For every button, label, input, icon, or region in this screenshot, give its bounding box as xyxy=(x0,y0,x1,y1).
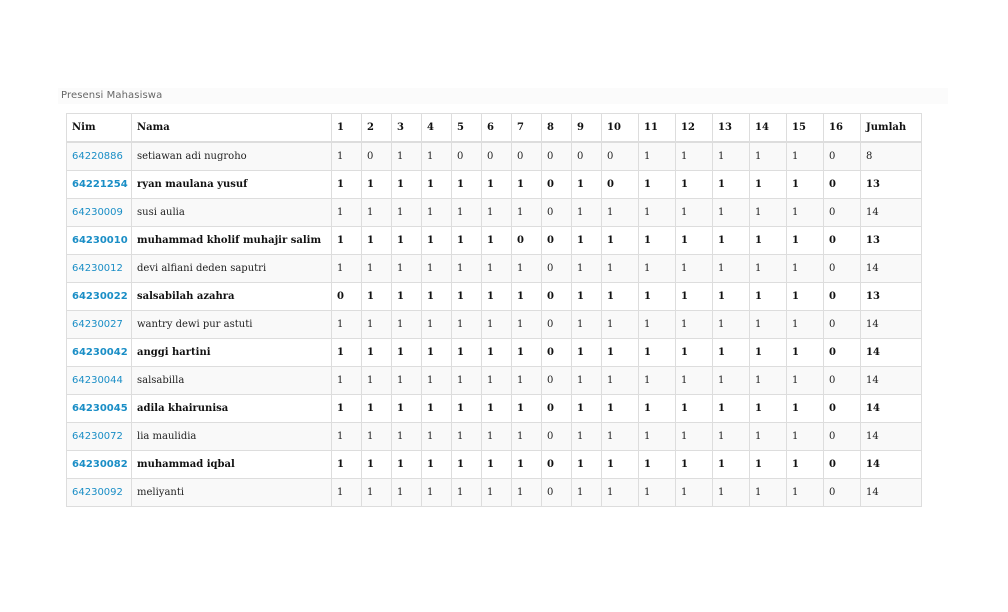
attendance-cell-2: 0 xyxy=(362,142,392,171)
attendance-cell-15: 1 xyxy=(787,311,824,339)
column-header-15: 15 xyxy=(787,114,824,143)
attendance-cell-7: 1 xyxy=(512,199,542,227)
jumlah-cell: 14 xyxy=(861,367,922,395)
attendance-cell-15: 1 xyxy=(787,339,824,367)
attendance-cell-9: 1 xyxy=(572,171,602,199)
attendance-cell-2: 1 xyxy=(362,171,392,199)
attendance-cell-8: 0 xyxy=(542,227,572,255)
table-caption: Presensi Mahasiswa xyxy=(61,90,163,101)
attendance-cell-5: 1 xyxy=(452,479,482,507)
attendance-cell-7: 1 xyxy=(512,395,542,423)
attendance-cell-7: 1 xyxy=(512,367,542,395)
attendance-cell-7: 1 xyxy=(512,255,542,283)
nama-cell: lia maulidia xyxy=(132,423,332,451)
attendance-cell-11: 1 xyxy=(639,142,676,171)
table-row xyxy=(67,479,922,507)
table-row xyxy=(67,451,922,479)
attendance-cell-5: 1 xyxy=(452,339,482,367)
attendance-cell-14: 1 xyxy=(750,142,787,171)
attendance-cell-14: 1 xyxy=(750,423,787,451)
attendance-cell-12: 1 xyxy=(676,339,713,367)
attendance-cell-15: 1 xyxy=(787,255,824,283)
attendance-cell-11: 1 xyxy=(639,311,676,339)
attendance-cell-15: 1 xyxy=(787,227,824,255)
attendance-cell-4: 1 xyxy=(422,479,452,507)
nim-cell[interactable]: 64230042 xyxy=(67,339,132,367)
table-row xyxy=(67,142,922,171)
attendance-cell-10: 1 xyxy=(602,423,639,451)
nim-cell[interactable]: 64230009 xyxy=(67,199,132,227)
attendance-cell-4: 1 xyxy=(422,367,452,395)
attendance-cell-1: 1 xyxy=(332,479,362,507)
attendance-cell-1: 1 xyxy=(332,171,362,199)
attendance-cell-2: 1 xyxy=(362,367,392,395)
attendance-cell-12: 1 xyxy=(676,451,713,479)
attendance-cell-6: 1 xyxy=(482,339,512,367)
attendance-cell-11: 1 xyxy=(639,367,676,395)
attendance-cell-16: 0 xyxy=(824,311,861,339)
attendance-cell-12: 1 xyxy=(676,142,713,171)
nim-cell[interactable]: 64230022 xyxy=(67,283,132,311)
attendance-cell-9: 1 xyxy=(572,423,602,451)
nim-cell[interactable]: 64230044 xyxy=(67,367,132,395)
attendance-cell-10: 1 xyxy=(602,479,639,507)
attendance-cell-14: 1 xyxy=(750,367,787,395)
nim-cell[interactable]: 64230027 xyxy=(67,311,132,339)
attendance-cell-5: 1 xyxy=(452,367,482,395)
attendance-cell-16: 0 xyxy=(824,395,861,423)
nim-cell[interactable]: 64230082 xyxy=(67,451,132,479)
attendance-cell-4: 1 xyxy=(422,171,452,199)
attendance-cell-13: 1 xyxy=(713,227,750,255)
attendance-cell-5: 1 xyxy=(452,171,482,199)
attendance-cell-10: 1 xyxy=(602,255,639,283)
attendance-cell-5: 1 xyxy=(452,227,482,255)
attendance-cell-12: 1 xyxy=(676,171,713,199)
attendance-cell-1: 1 xyxy=(332,255,362,283)
attendance-cell-15: 1 xyxy=(787,142,824,171)
attendance-cell-11: 1 xyxy=(639,171,676,199)
attendance-cell-3: 1 xyxy=(392,199,422,227)
attendance-cell-11: 1 xyxy=(639,339,676,367)
nama-cell: muhammad iqbal xyxy=(132,451,332,479)
attendance-cell-11: 1 xyxy=(639,255,676,283)
caption-bar xyxy=(58,88,948,104)
attendance-cell-1: 1 xyxy=(332,395,362,423)
attendance-cell-14: 1 xyxy=(750,199,787,227)
attendance-cell-16: 0 xyxy=(824,255,861,283)
attendance-cell-13: 1 xyxy=(713,171,750,199)
attendance-cell-10: 1 xyxy=(602,367,639,395)
attendance-cell-5: 1 xyxy=(452,283,482,311)
column-header-3: 3 xyxy=(392,114,422,143)
jumlah-cell: 13 xyxy=(861,227,922,255)
attendance-cell-12: 1 xyxy=(676,311,713,339)
table-row xyxy=(67,283,922,311)
attendance-cell-7: 1 xyxy=(512,423,542,451)
attendance-cell-9: 1 xyxy=(572,395,602,423)
nim-cell[interactable]: 64230092 xyxy=(67,479,132,507)
nim-cell[interactable]: 64230045 xyxy=(67,395,132,423)
attendance-cell-6: 1 xyxy=(482,367,512,395)
nama-cell: muhammad kholif muhajir salim xyxy=(132,227,332,255)
attendance-cell-8: 0 xyxy=(542,199,572,227)
attendance-cell-4: 1 xyxy=(422,199,452,227)
jumlah-cell: 14 xyxy=(861,395,922,423)
attendance-cell-7: 1 xyxy=(512,339,542,367)
attendance-cell-9: 1 xyxy=(572,255,602,283)
nama-cell: salsabilla xyxy=(132,367,332,395)
table-row xyxy=(67,171,922,199)
table-header-row xyxy=(67,114,922,143)
attendance-cell-11: 1 xyxy=(639,227,676,255)
attendance-cell-4: 1 xyxy=(422,423,452,451)
jumlah-cell: 14 xyxy=(861,311,922,339)
attendance-cell-11: 1 xyxy=(639,423,676,451)
attendance-cell-15: 1 xyxy=(787,451,824,479)
jumlah-cell: 14 xyxy=(861,339,922,367)
attendance-cell-2: 1 xyxy=(362,395,392,423)
attendance-cell-13: 1 xyxy=(713,255,750,283)
column-header-14: 14 xyxy=(750,114,787,143)
jumlah-cell: 13 xyxy=(861,283,922,311)
attendance-cell-5: 1 xyxy=(452,255,482,283)
nama-cell: anggi hartini xyxy=(132,339,332,367)
attendance-cell-10: 1 xyxy=(602,311,639,339)
jumlah-cell: 14 xyxy=(861,255,922,283)
nim-cell[interactable]: 64220886 xyxy=(67,142,132,171)
attendance-cell-10: 0 xyxy=(602,142,639,171)
attendance-cell-8: 0 xyxy=(542,142,572,171)
attendance-cell-14: 1 xyxy=(750,255,787,283)
attendance-cell-3: 1 xyxy=(392,367,422,395)
table-row xyxy=(67,367,922,395)
attendance-cell-5: 1 xyxy=(452,451,482,479)
attendance-cell-6: 1 xyxy=(482,423,512,451)
column-header-nama: Nama xyxy=(132,114,332,143)
attendance-cell-10: 1 xyxy=(602,199,639,227)
attendance-cell-4: 1 xyxy=(422,451,452,479)
attendance-cell-6: 1 xyxy=(482,283,512,311)
attendance-cell-9: 1 xyxy=(572,339,602,367)
attendance-cell-9: 1 xyxy=(572,227,602,255)
attendance-cell-3: 1 xyxy=(392,142,422,171)
attendance-cell-5: 1 xyxy=(452,199,482,227)
attendance-cell-4: 1 xyxy=(422,283,452,311)
column-header-11: 11 xyxy=(639,114,676,143)
attendance-cell-2: 1 xyxy=(362,479,392,507)
nim-cell[interactable]: 64221254 xyxy=(67,171,132,199)
attendance-cell-9: 1 xyxy=(572,199,602,227)
attendance-cell-16: 0 xyxy=(824,227,861,255)
attendance-cell-1: 1 xyxy=(332,199,362,227)
attendance-cell-5: 1 xyxy=(452,395,482,423)
nama-cell: wantry dewi pur astuti xyxy=(132,311,332,339)
attendance-cell-11: 1 xyxy=(639,479,676,507)
attendance-table xyxy=(66,113,922,507)
attendance-cell-15: 1 xyxy=(787,423,824,451)
jumlah-cell: 14 xyxy=(861,199,922,227)
attendance-cell-8: 0 xyxy=(542,283,572,311)
attendance-cell-2: 1 xyxy=(362,227,392,255)
attendance-cell-13: 1 xyxy=(713,283,750,311)
attendance-cell-15: 1 xyxy=(787,395,824,423)
attendance-cell-14: 1 xyxy=(750,339,787,367)
attendance-cell-6: 1 xyxy=(482,479,512,507)
attendance-cell-1: 1 xyxy=(332,423,362,451)
attendance-cell-12: 1 xyxy=(676,255,713,283)
attendance-cell-12: 1 xyxy=(676,227,713,255)
attendance-cell-13: 1 xyxy=(713,339,750,367)
column-header-jumlah: Jumlah xyxy=(861,114,922,143)
attendance-cell-16: 0 xyxy=(824,171,861,199)
table-row xyxy=(67,395,922,423)
attendance-cell-13: 1 xyxy=(713,367,750,395)
attendance-cell-8: 0 xyxy=(542,479,572,507)
attendance-cell-3: 1 xyxy=(392,395,422,423)
attendance-cell-2: 1 xyxy=(362,339,392,367)
attendance-cell-12: 1 xyxy=(676,283,713,311)
column-header-10: 10 xyxy=(602,114,639,143)
column-header-9: 9 xyxy=(572,114,602,143)
attendance-cell-9: 0 xyxy=(572,142,602,171)
column-header-2: 2 xyxy=(362,114,392,143)
attendance-cell-6: 0 xyxy=(482,142,512,171)
jumlah-cell: 14 xyxy=(861,423,922,451)
attendance-cell-1: 0 xyxy=(332,283,362,311)
attendance-cell-1: 1 xyxy=(332,142,362,171)
attendance-cell-15: 1 xyxy=(787,479,824,507)
attendance-cell-8: 0 xyxy=(542,367,572,395)
jumlah-cell: 13 xyxy=(861,171,922,199)
attendance-cell-15: 1 xyxy=(787,199,824,227)
attendance-cell-14: 1 xyxy=(750,311,787,339)
column-header-5: 5 xyxy=(452,114,482,143)
jumlah-cell: 14 xyxy=(861,479,922,507)
attendance-cell-13: 1 xyxy=(713,199,750,227)
attendance-cell-4: 1 xyxy=(422,339,452,367)
attendance-cell-10: 1 xyxy=(602,339,639,367)
nim-cell[interactable]: 64230012 xyxy=(67,255,132,283)
attendance-cell-2: 1 xyxy=(362,423,392,451)
table-row xyxy=(67,423,922,451)
table-row xyxy=(67,255,922,283)
nama-cell: devi alfiani deden saputri xyxy=(132,255,332,283)
attendance-cell-8: 0 xyxy=(542,171,572,199)
attendance-cell-15: 1 xyxy=(787,367,824,395)
attendance-cell-4: 1 xyxy=(422,227,452,255)
attendance-cell-10: 0 xyxy=(602,171,639,199)
table-row xyxy=(67,227,922,255)
attendance-cell-14: 1 xyxy=(750,171,787,199)
attendance-cell-7: 1 xyxy=(512,283,542,311)
attendance-cell-12: 1 xyxy=(676,423,713,451)
column-header-4: 4 xyxy=(422,114,452,143)
nama-cell: salsabilah azahra xyxy=(132,283,332,311)
attendance-cell-14: 1 xyxy=(750,283,787,311)
attendance-cell-10: 1 xyxy=(602,451,639,479)
attendance-cell-13: 1 xyxy=(713,451,750,479)
attendance-cell-8: 0 xyxy=(542,395,572,423)
attendance-cell-13: 1 xyxy=(713,311,750,339)
attendance-cell-6: 1 xyxy=(482,199,512,227)
attendance-cell-16: 0 xyxy=(824,142,861,171)
attendance-cell-4: 1 xyxy=(422,255,452,283)
attendance-cell-16: 0 xyxy=(824,423,861,451)
attendance-cell-1: 1 xyxy=(332,367,362,395)
attendance-cell-2: 1 xyxy=(362,255,392,283)
attendance-cell-9: 1 xyxy=(572,479,602,507)
nim-cell[interactable]: 64230010 xyxy=(67,227,132,255)
nama-cell: ryan maulana yusuf xyxy=(132,171,332,199)
column-header-1: 1 xyxy=(332,114,362,143)
attendance-cell-1: 1 xyxy=(332,339,362,367)
nama-cell: adila khairunisa xyxy=(132,395,332,423)
attendance-cell-5: 1 xyxy=(452,423,482,451)
jumlah-cell: 8 xyxy=(861,142,922,171)
attendance-cell-11: 1 xyxy=(639,283,676,311)
column-header-7: 7 xyxy=(512,114,542,143)
attendance-cell-14: 1 xyxy=(750,395,787,423)
attendance-cell-8: 0 xyxy=(542,311,572,339)
attendance-cell-13: 1 xyxy=(713,423,750,451)
attendance-cell-11: 1 xyxy=(639,395,676,423)
attendance-cell-3: 1 xyxy=(392,283,422,311)
attendance-cell-3: 1 xyxy=(392,171,422,199)
attendance-cell-8: 0 xyxy=(542,339,572,367)
attendance-cell-8: 0 xyxy=(542,255,572,283)
attendance-cell-9: 1 xyxy=(572,311,602,339)
attendance-cell-15: 1 xyxy=(787,283,824,311)
attendance-cell-7: 0 xyxy=(512,142,542,171)
attendance-cell-6: 1 xyxy=(482,395,512,423)
attendance-cell-12: 1 xyxy=(676,367,713,395)
attendance-cell-4: 1 xyxy=(422,395,452,423)
attendance-cell-3: 1 xyxy=(392,255,422,283)
attendance-cell-7: 0 xyxy=(512,227,542,255)
column-header-12: 12 xyxy=(676,114,713,143)
attendance-cell-16: 0 xyxy=(824,339,861,367)
column-header-8: 8 xyxy=(542,114,572,143)
table-row xyxy=(67,339,922,367)
attendance-cell-13: 1 xyxy=(713,395,750,423)
attendance-cell-4: 1 xyxy=(422,142,452,171)
attendance-cell-1: 1 xyxy=(332,311,362,339)
column-header-nim: Nim xyxy=(67,114,132,143)
column-header-16: 16 xyxy=(824,114,861,143)
attendance-cell-5: 0 xyxy=(452,142,482,171)
column-header-13: 13 xyxy=(713,114,750,143)
nim-cell[interactable]: 64230072 xyxy=(67,423,132,451)
attendance-cell-3: 1 xyxy=(392,227,422,255)
attendance-cell-14: 1 xyxy=(750,227,787,255)
attendance-cell-6: 1 xyxy=(482,255,512,283)
attendance-cell-16: 0 xyxy=(824,199,861,227)
attendance-cell-7: 1 xyxy=(512,479,542,507)
attendance-cell-3: 1 xyxy=(392,423,422,451)
attendance-cell-11: 1 xyxy=(639,451,676,479)
attendance-cell-8: 0 xyxy=(542,451,572,479)
attendance-cell-9: 1 xyxy=(572,367,602,395)
attendance-cell-10: 1 xyxy=(602,395,639,423)
attendance-cell-16: 0 xyxy=(824,479,861,507)
attendance-cell-14: 1 xyxy=(750,451,787,479)
attendance-cell-14: 1 xyxy=(750,479,787,507)
attendance-cell-1: 1 xyxy=(332,227,362,255)
attendance-cell-16: 0 xyxy=(824,283,861,311)
attendance-cell-6: 1 xyxy=(482,311,512,339)
attendance-cell-6: 1 xyxy=(482,171,512,199)
attendance-cell-1: 1 xyxy=(332,451,362,479)
attendance-cell-6: 1 xyxy=(482,451,512,479)
attendance-cell-9: 1 xyxy=(572,283,602,311)
attendance-cell-12: 1 xyxy=(676,199,713,227)
attendance-cell-16: 0 xyxy=(824,367,861,395)
attendance-cell-2: 1 xyxy=(362,451,392,479)
nama-cell: setiawan adi nugroho xyxy=(132,142,332,171)
attendance-cell-7: 1 xyxy=(512,311,542,339)
nama-cell: meliyanti xyxy=(132,479,332,507)
attendance-cell-3: 1 xyxy=(392,451,422,479)
attendance-cell-8: 0 xyxy=(542,423,572,451)
attendance-cell-16: 0 xyxy=(824,451,861,479)
attendance-cell-13: 1 xyxy=(713,142,750,171)
attendance-cell-2: 1 xyxy=(362,199,392,227)
table-row xyxy=(67,311,922,339)
attendance-cell-3: 1 xyxy=(392,339,422,367)
attendance-cell-6: 1 xyxy=(482,227,512,255)
attendance-cell-12: 1 xyxy=(676,479,713,507)
table-row xyxy=(67,199,922,227)
attendance-cell-3: 1 xyxy=(392,311,422,339)
attendance-cell-12: 1 xyxy=(676,395,713,423)
attendance-cell-4: 1 xyxy=(422,311,452,339)
attendance-cell-11: 1 xyxy=(639,199,676,227)
attendance-cell-7: 1 xyxy=(512,171,542,199)
attendance-cell-5: 1 xyxy=(452,311,482,339)
attendance-cell-7: 1 xyxy=(512,451,542,479)
attendance-cell-10: 1 xyxy=(602,283,639,311)
jumlah-cell: 14 xyxy=(861,451,922,479)
attendance-cell-3: 1 xyxy=(392,479,422,507)
attendance-cell-2: 1 xyxy=(362,311,392,339)
attendance-cell-15: 1 xyxy=(787,171,824,199)
attendance-cell-9: 1 xyxy=(572,451,602,479)
attendance-cell-2: 1 xyxy=(362,283,392,311)
attendance-cell-13: 1 xyxy=(713,479,750,507)
table-body xyxy=(67,142,922,507)
attendance-cell-10: 1 xyxy=(602,227,639,255)
nama-cell: susi aulia xyxy=(132,199,332,227)
column-header-6: 6 xyxy=(482,114,512,143)
